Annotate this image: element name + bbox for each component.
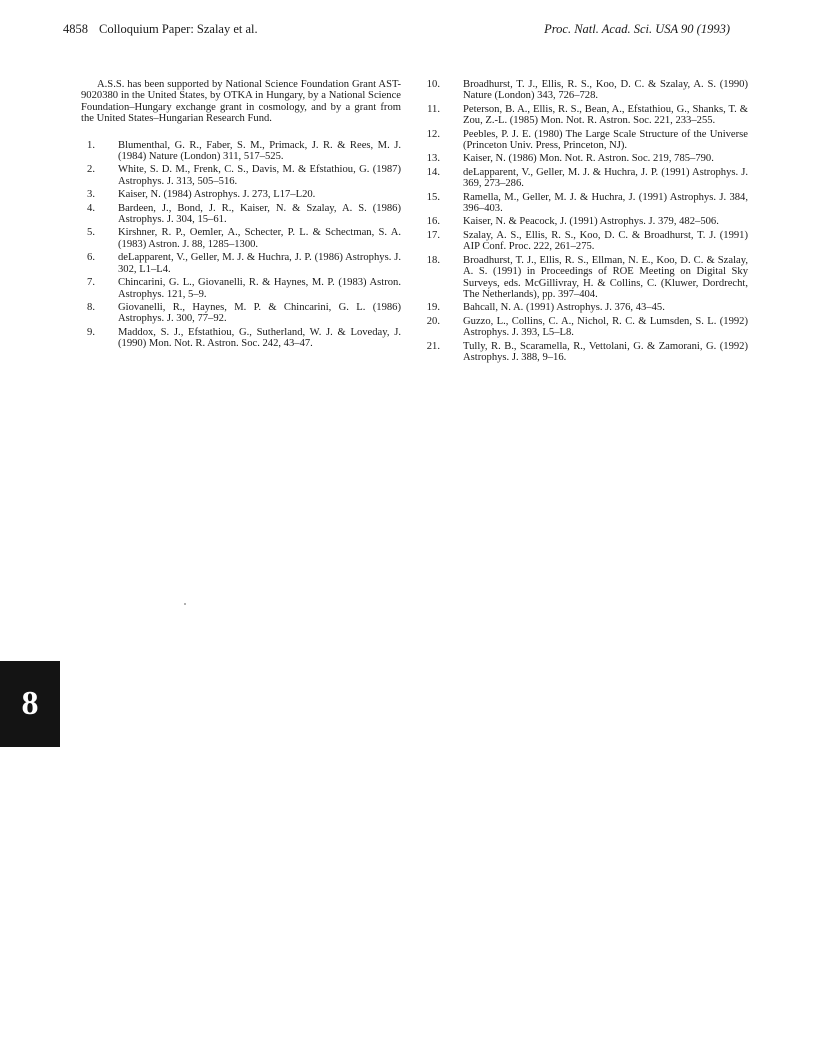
reference-text: deLapparent, V., Geller, M. J. & Huchra, J. P. (1991) Astrophys. J. 369, 273–286. bbox=[463, 166, 748, 190]
reference-item bbox=[426, 341, 748, 364]
reference-item bbox=[81, 203, 401, 226]
page-number: 4858 bbox=[63, 22, 88, 36]
reference-number: 1. bbox=[87, 139, 95, 151]
reference-number: 2. bbox=[87, 164, 95, 176]
reference-number: 19. bbox=[426, 302, 440, 314]
reference-text: Chincarini, G. L., Giovanelli, R. & Haynes, M. P. (1983) Astron. Astrophys. 121, 5–9. bbox=[118, 277, 401, 300]
reference-item bbox=[426, 129, 748, 152]
reference-item bbox=[81, 140, 401, 163]
reference-text: Blumenthal, G. R., Faber, S. M., Primack, J. R. & Rees, M. J. (1984) Nature (London) 311, 517–525. bbox=[118, 139, 401, 163]
reference-text: Peebles, P. J. E. (1980) The Large Scale Structure of the Universe (Princeton Univ. Press, Princeton, NJ). bbox=[463, 128, 748, 152]
reference-text: Peterson, B. A., Ellis, R. S., Bean, A., Efstathiou, G., Shanks, T. & Zou, Z.-L. (1985) Mon. Not. R. Astron. Soc. 221, 233–255. bbox=[463, 103, 748, 127]
reference-number: 9. bbox=[87, 326, 95, 338]
running-title: Colloquium Paper: Szalay et al. bbox=[99, 22, 258, 36]
reference-text: Broadhurst, T. J., Ellis, R. S., Koo, D. C. & Szalay, A. S. (1990) Nature (London) 343, 726–728. bbox=[463, 79, 748, 102]
reference-item bbox=[426, 192, 748, 215]
reference-number: 15. bbox=[426, 191, 440, 203]
reference-item bbox=[81, 227, 401, 250]
reference-number: 21. bbox=[426, 340, 440, 352]
reference-number: 18. bbox=[426, 254, 440, 266]
reference-item bbox=[426, 104, 748, 127]
reference-item bbox=[81, 302, 401, 325]
reference-item bbox=[81, 277, 401, 300]
scan-speck bbox=[184, 603, 186, 605]
reference-item bbox=[426, 316, 748, 339]
reference-number: 14. bbox=[426, 166, 440, 178]
reference-text: Kirshner, R. P., Oemler, A., Schecter, P. L. & Schectman, S. A. (1983) Astron. J. 88, 1285–1300. bbox=[118, 227, 401, 250]
reference-number: 7. bbox=[87, 277, 95, 289]
reference-item bbox=[426, 79, 748, 102]
reference-text: Tully, R. B., Scaramella, R., Vettolani, G. & Zamorani, G. (1992) Astrophys. J. 388, 9–16. bbox=[463, 340, 748, 363]
reference-item bbox=[426, 230, 748, 253]
reference-number: 12. bbox=[426, 128, 440, 140]
reference-text: Kaiser, N. (1984) Astrophys. J. 273, L17–L20. bbox=[118, 189, 316, 201]
left-column bbox=[81, 79, 401, 352]
reference-number: 4. bbox=[87, 202, 95, 214]
reference-item bbox=[426, 153, 748, 164]
reference-number: 3. bbox=[87, 189, 95, 201]
page-header bbox=[63, 22, 730, 42]
reference-number: 10. bbox=[426, 79, 440, 90]
acknowledgment: A.S.S. has been supported by National Science Foundation Grant AST-9020380 in the United States, by OTKA in Hungary, by a National Science Foundation–Hungary exchange grant in cosmology, and by a grant from the United States–Hungarian Research Fund. bbox=[81, 79, 401, 125]
reference-text: Bahcall, N. A. (1991) Astrophys. J. 376, 43–45. bbox=[463, 302, 665, 314]
reference-number: 5. bbox=[87, 227, 95, 239]
reference-item bbox=[81, 189, 401, 200]
reference-number: 17. bbox=[426, 229, 440, 241]
reference-item bbox=[81, 252, 401, 275]
reference-text: Kaiser, N. & Peacock, J. (1991) Astrophys. J. 379, 482–506. bbox=[463, 216, 719, 228]
reference-text: White, S. D. M., Frenk, C. S., Davis, M. & Efstathiou, G. (1987) Astrophys. J. 313, 505–516. bbox=[118, 164, 401, 187]
reference-item bbox=[81, 164, 401, 187]
reference-item bbox=[426, 255, 748, 301]
reference-list-left bbox=[81, 140, 401, 350]
reference-text: Broadhurst, T. J., Ellis, R. S., Ellman, N. E., Koo, D. C. & Szalay, A. S. (1991) in Proceedings of ROE Meeting on Digital Sky Surveys, eds. McGillivray, H. & Collins, C. (Kluwer, Dordrecht, The Netherlands), pp. 397–404. bbox=[463, 254, 748, 300]
reference-number: 13. bbox=[426, 153, 440, 165]
journal-citation: Proc. Natl. Acad. Sci. USA 90 (1993) bbox=[544, 22, 730, 36]
reference-text: deLapparent, V., Geller, M. J. & Huchra, J. P. (1986) Astrophys. J. 302, L1–L4. bbox=[118, 252, 401, 275]
reference-number: 16. bbox=[426, 216, 440, 228]
reference-number: 8. bbox=[87, 301, 95, 313]
reference-item bbox=[426, 302, 748, 313]
reference-number: 6. bbox=[87, 252, 95, 264]
reference-item bbox=[81, 327, 401, 350]
reference-text: Kaiser, N. (1986) Mon. Not. R. Astron. Soc. 219, 785–790. bbox=[463, 153, 714, 165]
reference-item bbox=[426, 167, 748, 190]
reference-text: Maddox, S. J., Efstathiou, G., Sutherland, W. J. & Loveday, J. (1990) Mon. Not. R. Astron. Soc. 242, 43–47. bbox=[118, 326, 401, 350]
reference-item bbox=[426, 216, 748, 227]
reference-number: 20. bbox=[426, 315, 440, 327]
reference-number: 11. bbox=[427, 103, 440, 115]
reference-text: Guzzo, L., Collins, C. A., Nichol, R. C. & Lumsden, S. L. (1992) Astrophys. J. 393, L5–L8. bbox=[463, 315, 748, 339]
right-column bbox=[426, 79, 748, 365]
reference-text: Ramella, M., Geller, M. J. & Huchra, J. (1991) Astrophys. J. 384, 396–403. bbox=[463, 191, 748, 215]
reference-text: Giovanelli, R., Haynes, M. P. & Chincarini, G. L. (1986) Astrophys. J. 300, 77–92. bbox=[118, 301, 401, 325]
section-tab: 8 bbox=[0, 661, 60, 747]
reference-text: Bardeen, J., Bond, J. R., Kaiser, N. & Szalay, A. S. (1986) Astrophys. J. 304, 15–61. bbox=[118, 202, 401, 226]
reference-list-right bbox=[426, 79, 748, 363]
reference-text: Szalay, A. S., Ellis, R. S., Koo, D. C. & Broadhurst, T. J. (1991) AIP Conf. Proc. 222, 261–275. bbox=[463, 229, 748, 253]
